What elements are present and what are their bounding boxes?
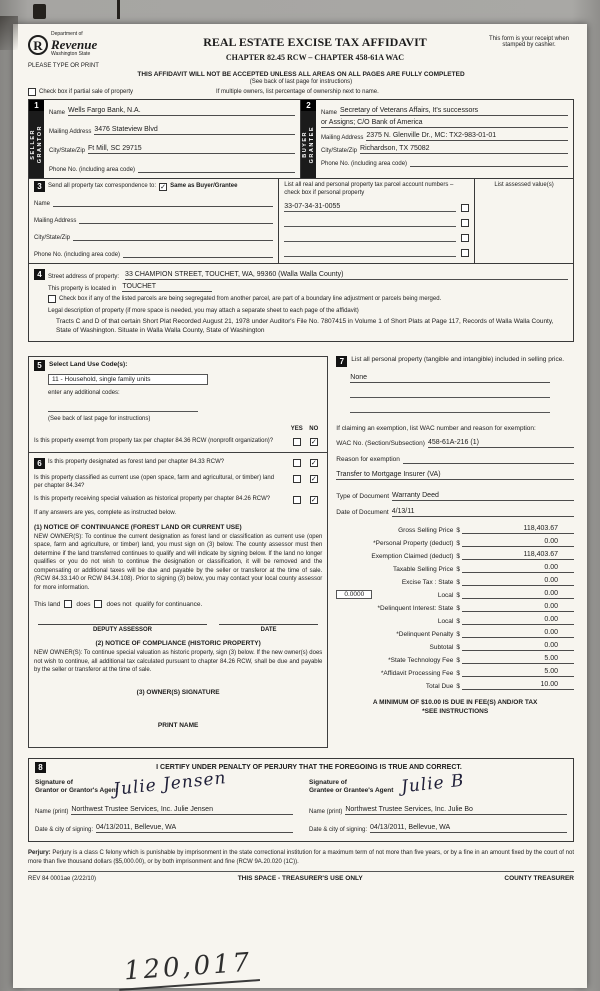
fee-value-field[interactable]: 0.00 [462, 642, 574, 651]
fee-value-field[interactable]: 0.00 [462, 629, 574, 638]
deputy-assessor-signature-line[interactable]: DEPUTY ASSESSOR [38, 624, 207, 633]
exempt-no-checkbox[interactable]: ✓ [310, 438, 317, 446]
forest-land-question: Is this property designated as forest land per chapter 84.33 RCW? [48, 458, 225, 465]
parcel-number-field[interactable] [284, 218, 456, 227]
buyer-mailing-field[interactable]: 2375 N. Glenville Dr., MC: TX2-983-01-01 [366, 132, 568, 141]
mailing-label: Mailing Address [321, 135, 364, 141]
personal-property-checkbox[interactable] [461, 219, 469, 227]
section-number-7: 7 [336, 356, 347, 367]
correspondence-phone-field[interactable] [123, 249, 273, 258]
wac-label: WAC No. (Section/Subsection) [336, 439, 425, 447]
seller-band-label: SELLER [29, 129, 36, 160]
personal-property-field[interactable] [350, 404, 550, 413]
additional-codes-field[interactable] [48, 403, 198, 412]
name-label: Name [321, 110, 338, 116]
certify-statement: I CERTIFY UNDER PENALTY OF PERJURY THAT THE FOREGOING IS TRUE AND CORRECT. [156, 763, 462, 771]
q2-no-checkbox[interactable]: ✓ [310, 475, 317, 483]
fee-value-field[interactable]: 118,403.67 [462, 551, 574, 560]
local-rate-field[interactable]: 0.0000 [336, 590, 372, 599]
notice-compliance-body: NEW OWNER(S): To continue special valuation as historic property, sign (3) below. If the new owner(s) does not wish to continue, all additional tax calculated pursuant to chapter 84.26 RCW, shall be due and payable by the seller or transferor at the time of sale. [34, 650, 323, 674]
type-or-print-note: PLEASE TYPE OR PRINT [28, 63, 99, 69]
signature-of-label: Signature of [309, 778, 347, 786]
fee-label: *Affidavit Processing Fee [380, 670, 454, 678]
form-subtitle: CHAPTER 82.45 RCW – CHAPTER 458-61A WAC [225, 53, 405, 62]
fee-value-field[interactable]: 0.00 [462, 577, 574, 586]
grantee-print-name-field[interactable]: Northwest Trustee Services, Inc. Julie Bo [345, 806, 567, 815]
grantor-band-label: GRANTOR [36, 125, 43, 164]
fee-label: *Delinquent Interest: State [377, 605, 454, 613]
q3-yes-checkbox[interactable] [293, 496, 301, 504]
reason-field-blank[interactable] [403, 455, 574, 464]
treasurer-space-label: THIS SPACE - TREASURER'S USE ONLY [237, 875, 363, 883]
wac-number-field[interactable]: 458-61A-216 (1) [428, 439, 574, 448]
fee-value-field[interactable]: 0.00 [462, 538, 574, 547]
located-in-label: This property is located in [48, 286, 117, 292]
fee-value-field[interactable]: 5.00 [462, 655, 574, 664]
name-print-label: Name (print) [35, 809, 69, 816]
form-title: REAL ESTATE EXCISE TAX AFFIDAVIT [203, 35, 427, 49]
grantee-date-field[interactable]: 04/13/2011, Bellevue, WA [370, 824, 567, 833]
affidavit-page [13, 24, 587, 988]
fee-label: *State Technology Fee [388, 657, 454, 665]
historic-property-question: Is this property receiving special valuation as historical property per chapter 84.26 RCW? [34, 495, 271, 502]
fee-value-field[interactable]: 10.00 [462, 681, 574, 690]
same-as-buyer-checkbox[interactable]: ✓ [160, 183, 167, 191]
buyer-name-field-2[interactable]: or Assigns; C/O Bank of America [321, 119, 568, 128]
fee-label: *Personal Property (deduct) [373, 540, 454, 548]
name-label: Name [34, 201, 51, 207]
grantee-band-label: GRANTEE [308, 125, 315, 164]
grantor-signature-block [35, 767, 293, 834]
dollar-sign: $ [456, 579, 460, 587]
grantor-signature[interactable]: Julie Jensen [112, 767, 228, 800]
scan-artifact [33, 4, 46, 19]
forest-land-section [28, 452, 328, 748]
see-instructions-note: *SEE INSTRUCTIONS [422, 708, 489, 716]
csz-label: City/State/Zip [321, 148, 358, 154]
form-header [28, 32, 574, 62]
dollar-sign: $ [456, 566, 460, 574]
buyer-band-label: BUYER [301, 131, 308, 158]
land-use-code-field[interactable]: 11 - Household, single family units [48, 374, 208, 385]
signature-of-label: Signature of [35, 778, 73, 786]
csz-label: City/State/Zip [34, 235, 71, 241]
csz-label: City/State/Zip [49, 148, 86, 154]
does-label: does [76, 600, 91, 608]
scan-artifact [117, 0, 120, 19]
fee-label: *Delinquent Penalty [396, 631, 454, 639]
legal-description-label: Legal description of property (if more space is needed, you may attach a separate sheet to each page of the affidavit) [48, 308, 359, 315]
section-number-1: 1 [29, 100, 44, 111]
q3-no-checkbox[interactable]: ✓ [310, 496, 317, 504]
dollar-sign: $ [456, 540, 460, 548]
seller-name-field[interactable]: Wells Fargo Bank, N.A. [68, 107, 295, 116]
name-label: Name [49, 110, 66, 116]
revenue-logo-icon: R [28, 35, 48, 55]
certification-section [28, 758, 574, 843]
buyer-csz-field[interactable]: Richardson, TX 75082 [360, 145, 568, 154]
send-correspondence-label: Send all property tax correspondence to: [48, 183, 157, 190]
section-number-5: 5 [34, 360, 45, 371]
county-treasurer-label: COUNTY TREASURER [504, 875, 574, 883]
mailing-label: Mailing Address [34, 218, 77, 224]
see-back-note: (See back of last page for instructions) [249, 79, 353, 85]
buyer-name-field[interactable]: Secretary of Veterans Affairs, It's successors [340, 107, 568, 116]
fee-value-field[interactable]: 0.00 [462, 603, 574, 612]
dollar-sign: $ [456, 683, 460, 691]
fee-label: Taxable Selling Price [393, 566, 454, 574]
affidavit-warning: THIS AFFIDAVIT WILL NOT BE ACCEPTED UNLESS ALL AREAS ON ALL PAGES ARE FULLY COMPLETED [137, 71, 465, 78]
section-number-2: 2 [301, 100, 316, 111]
date-city-label: Date & city of signing: [309, 827, 368, 834]
dollar-sign: $ [456, 644, 460, 652]
mailing-label: Mailing Address [49, 129, 92, 135]
logo-word: Revenue [51, 36, 98, 52]
print-name-label: PRINT NAME [157, 721, 199, 729]
current-use-question: Is this property classified as current use (open space, farm and agricultural, or timber) land per chapter 84.34? [34, 474, 275, 489]
phone-label: Phone No. (including area code) [321, 161, 408, 167]
fee-label: Local [437, 618, 454, 626]
doc-type-field[interactable]: Warranty Deed [392, 492, 574, 501]
correspondence-parcels-section [28, 178, 574, 264]
notice-continuance-body: NEW OWNER(S): To continue the current designation as forest land or classification as current use (open space, farm and agriculture, or timber) land, you must sign on (3) below. The county assessor must then determine if the land transferred continues to qualify and will indicate by signing below. If the land no longer qualifies or you do not wish to continue the designation or classification, it will be removed and the compensating or additional taxes will be due and payable by the seller or transferor at the time of sale. (RCW 84.33.140 or RCW 84.34.108). Prior to signing (3) below, you may contact your local county assessor for more information. [34, 533, 323, 591]
dollar-sign: $ [456, 553, 460, 561]
section-number-4: 4 [34, 269, 45, 280]
date-city-label: Date & city of signing: [35, 827, 94, 834]
scan-artifact [0, 16, 18, 50]
dollar-sign: $ [456, 527, 460, 535]
logo-sub: Washington State [51, 50, 91, 57]
located-in-field[interactable]: TOUCHET [122, 283, 212, 292]
grantee-signature-block [309, 770, 567, 834]
yes-header: YES [290, 425, 303, 432]
personal-property-field[interactable] [350, 389, 550, 398]
seller-mailing-field[interactable]: 3476 Stateview Blvd [94, 126, 295, 135]
fee-value-field[interactable]: 0.00 [462, 590, 574, 599]
correspondence-mailing-field[interactable] [79, 215, 273, 224]
personal-property-field[interactable]: None [350, 374, 550, 383]
dollar-sign: $ [456, 592, 460, 600]
exempt-question: Is this property exempt from property tax per chapter 84.36 RCW (nonprofit organization)? [34, 437, 274, 444]
doc-type-label: Type of Document [336, 492, 390, 500]
form-revision-number: REV 84 0001ae (2/22/10) [28, 875, 97, 882]
dollar-sign: $ [456, 657, 460, 665]
doc-date-label: Date of Document [336, 508, 389, 516]
personal-property-checkbox[interactable] [461, 204, 469, 212]
dollar-sign: $ [456, 631, 460, 639]
segregated-checkbox[interactable] [48, 295, 56, 303]
fee-label: Gross Selling Price [398, 527, 454, 535]
fee-value-field[interactable]: 118,403.67 [462, 525, 574, 534]
doc-date-field[interactable]: 4/13/11 [392, 508, 574, 517]
no-header: NO [309, 425, 319, 432]
additional-codes-label: enter any additional codes: [48, 390, 120, 397]
q1-yes-checkbox[interactable] [293, 459, 301, 467]
perjury-note [28, 849, 574, 866]
revenue-logo [28, 32, 146, 57]
fee-label: Local [437, 592, 454, 600]
fees-table [336, 525, 574, 690]
seller-phone-field[interactable] [138, 164, 295, 173]
grantor-date-field[interactable]: 04/13/2011, Bellevue, WA [96, 824, 293, 833]
fee-label: Excise Tax : State [401, 579, 454, 587]
personal-property-label: List all personal property (tangible and intangible) included in selling price. [351, 356, 565, 364]
phone-label: Phone No. (including area code) [49, 167, 136, 173]
correspondence-name-field[interactable] [53, 198, 273, 207]
multiple-owners-note: If multiple owners, list percentage of ownership next to name. [216, 89, 379, 95]
partial-sale-checkbox[interactable] [28, 88, 36, 96]
buyer-phone-field[interactable] [410, 158, 568, 167]
parties-section [28, 99, 574, 179]
grantor-print-name-field[interactable]: Northwest Trustee Services, Inc. Julie Jensen [71, 806, 293, 815]
reason-label: Reason for exemption [336, 455, 400, 463]
name-print-label: Name (print) [309, 809, 343, 816]
dollar-sign: $ [456, 618, 460, 626]
q1-no-checkbox[interactable]: ✓ [310, 459, 317, 467]
notice-continuance-title: (1) NOTICE OF CONTINUANCE (FOREST LAND OR CURRENT USE) [34, 523, 242, 531]
personal-property-checkbox[interactable] [461, 234, 469, 242]
land-use-title: Select Land Use Code(s): [49, 361, 128, 369]
assessed-values-header: List assessed value(s) [494, 182, 554, 188]
land-use-section [28, 356, 328, 452]
q2-yes-checkbox[interactable] [293, 475, 301, 483]
street-address-label: Street address of property: [48, 274, 120, 280]
if-yes-note: If any answers are yes, complete as instructed below. [34, 509, 177, 516]
qualify-label: qualify for continuance. [135, 600, 203, 608]
dollar-sign: $ [456, 605, 460, 613]
logo-dept-line: Department of [51, 31, 83, 37]
selling-price-section [336, 356, 574, 715]
this-land-label: This land [34, 600, 61, 608]
legal-description-field[interactable]: Tracts C and D of that certain Short Plat Recorded August 21, 1978 under Auditor's File No. 7807415 in Volume 1 of Short Plats at Page 117, Records of Walla Walla County, State of Washington. Situate in Walla Walla County, State of Washington [56, 318, 554, 335]
property-address-section [28, 263, 574, 342]
parcel-number-field[interactable] [284, 233, 456, 242]
phone-label: Phone No. (including area code) [34, 252, 121, 258]
segregated-label: Check box if any of the listed parcels are being segregated from another parcel, are part of a boundary line adjustment or parcels being merged. [59, 296, 442, 302]
seller-grantor-box [29, 100, 301, 178]
does-qualify-checkbox[interactable] [64, 600, 72, 608]
dollar-sign: $ [456, 670, 460, 678]
section-number-8: 8 [35, 762, 46, 773]
does-not-label: does not [106, 600, 132, 608]
parcel-numbers-header: List all real and personal property tax parcel account numbers – check box if personal property [284, 182, 454, 197]
notice-compliance-title: (2) NOTICE OF COMPLIANCE (HISTORIC PROPERTY) [95, 640, 261, 648]
section-number-6: 6 [34, 458, 45, 469]
correspondence-csz-field[interactable] [73, 232, 273, 241]
owners-signature-label: (3) OWNER(S) SIGNATURE [136, 689, 220, 696]
partial-sale-label: Check box if partial sale of property [39, 89, 134, 95]
fee-value-field[interactable]: 0.00 [462, 564, 574, 573]
reason-field[interactable]: Transfer to Mortgage Insurer (VA) [336, 471, 574, 480]
seller-csz-field[interactable]: Ft Mill, SC 29715 [88, 145, 295, 154]
fee-label: Subtotal [429, 644, 454, 652]
fee-label: Total Due [425, 683, 454, 691]
fee-value-field[interactable]: 0.00 [462, 616, 574, 625]
buyer-grantee-box [301, 100, 573, 178]
parcel-number-field[interactable] [284, 248, 456, 257]
exemption-intro: If claiming an exemption, list WAC number and reason for exemption: [336, 425, 536, 433]
personal-property-checkbox[interactable] [461, 249, 469, 257]
perjury-body: Perjury is a class C felony which is punishable by imprisonment in the state correctional institution for a maximum term of not more than five years, or by a fine in an amount fixed by the court of not more than five thousand dollars ($5,000.00), or by both imprisonment and fine (RCW 9A.20.020 (1C)). [28, 850, 574, 865]
grantee-signature[interactable]: Julie B [400, 770, 466, 797]
perjury-lead: Perjury: [28, 850, 51, 857]
see-back-note: (See back of last page for instructions) [48, 416, 151, 423]
does-not-qualify-checkbox[interactable] [94, 600, 102, 608]
same-as-buyer-label: Same as Buyer/Grantee [170, 183, 238, 190]
fee-label: Exemption Claimed (deduct) [371, 553, 454, 561]
section-number-3: 3 [34, 181, 45, 192]
parcel-number-field[interactable]: 33-07-34-31-0055 [284, 203, 456, 212]
street-address-field[interactable]: 33 CHAMPION STREET, TOUCHET, WA, 99360 (Walla Walla County) [125, 271, 568, 280]
grantee-agent-label: Grantee or Grantee's Agent [309, 787, 394, 795]
fee-value-field[interactable]: 5.00 [462, 668, 574, 677]
deputy-date-line[interactable]: DATE [219, 624, 318, 633]
grantor-agent-label: Grantor or Grantor's Agent [35, 787, 118, 795]
handwritten-treasurer-number: 120,017 [117, 947, 260, 991]
receipt-note: This form is your receipt when stamped by cashier. [488, 36, 570, 48]
exempt-yes-checkbox[interactable] [293, 438, 301, 446]
minimum-due-note: A MINIMUM OF $10.00 IS DUE IN FEE(S) AND/OR TAX [372, 699, 538, 707]
